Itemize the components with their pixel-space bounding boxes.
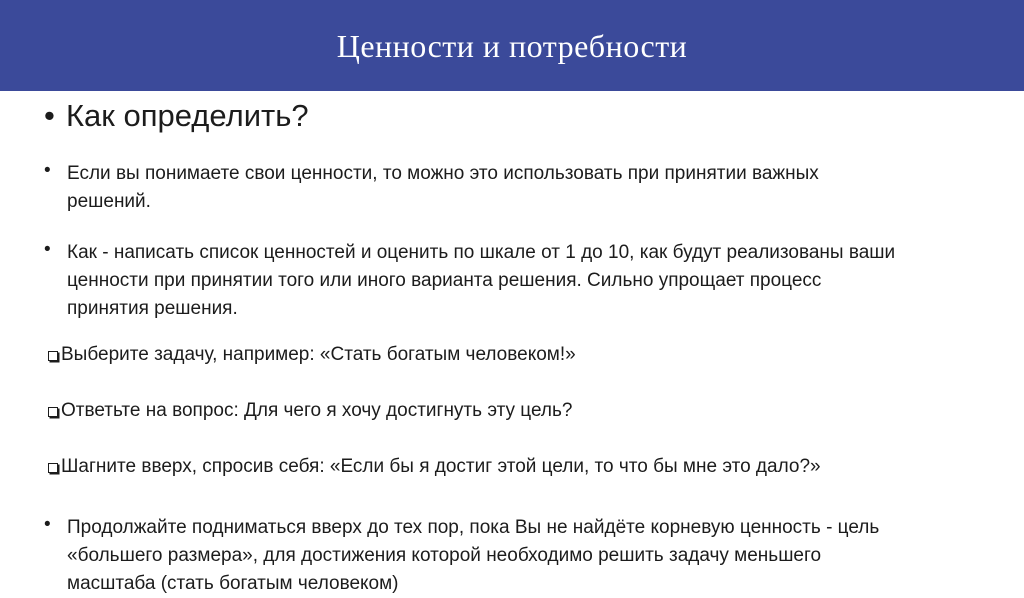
- title-bar: [0, 0, 1024, 91]
- bullet-icon: •: [44, 98, 55, 133]
- text-line: «большего размера», для достижения которой необходимо решить задачу меньшего: [67, 545, 822, 566]
- bullet-icon: •: [44, 239, 51, 260]
- checklist-item: [48, 397, 572, 425]
- text-line: Как - написать список ценностей и оценить по шкале от 1 до 10, как будут реализованы ваши: [67, 242, 896, 263]
- text-line: Продолжайте подниматься вверх до тех пор, пока Вы не найдёте корневую ценность - цель: [67, 517, 880, 538]
- text-line: ценности при принятии того или иного варианта решения. Сильно упрощает процесс: [67, 270, 822, 291]
- checklist-text: Ответьте на вопрос: Для чего я хочу достигнуть эту цель?: [61, 400, 573, 421]
- slide-content: [0, 91, 1024, 594]
- checkbox-icon: [48, 463, 58, 473]
- text-line: принятия решения.: [67, 298, 238, 319]
- checklist-item: [48, 453, 821, 481]
- bullet-icon: •: [44, 514, 51, 535]
- bullet-text: [67, 160, 819, 216]
- text-line: решений.: [67, 191, 151, 212]
- checklist-item: [48, 341, 576, 369]
- text-line: масштаба (стать богатым человеком): [67, 573, 399, 594]
- checklist-text: Выберите задачу, например: «Стать богатым человеком!»: [61, 344, 576, 365]
- bullet-text: [67, 514, 879, 598]
- text-line: Если вы понимаете свои ценности, то можно это использовать при принятии важных: [67, 163, 819, 184]
- checklist-text: Шагните вверх, спросив себя: «Если бы я достиг этой цели, то что бы мне это дало?»: [61, 456, 821, 477]
- checkbox-icon: [48, 407, 58, 417]
- checkbox-icon: [48, 351, 58, 361]
- bullet-icon: •: [44, 160, 51, 181]
- slide-title: Ценности и потребности: [336, 28, 688, 64]
- bullet-text: [67, 239, 895, 323]
- heading-text: Как определить?: [66, 98, 309, 133]
- section-heading: [44, 97, 309, 135]
